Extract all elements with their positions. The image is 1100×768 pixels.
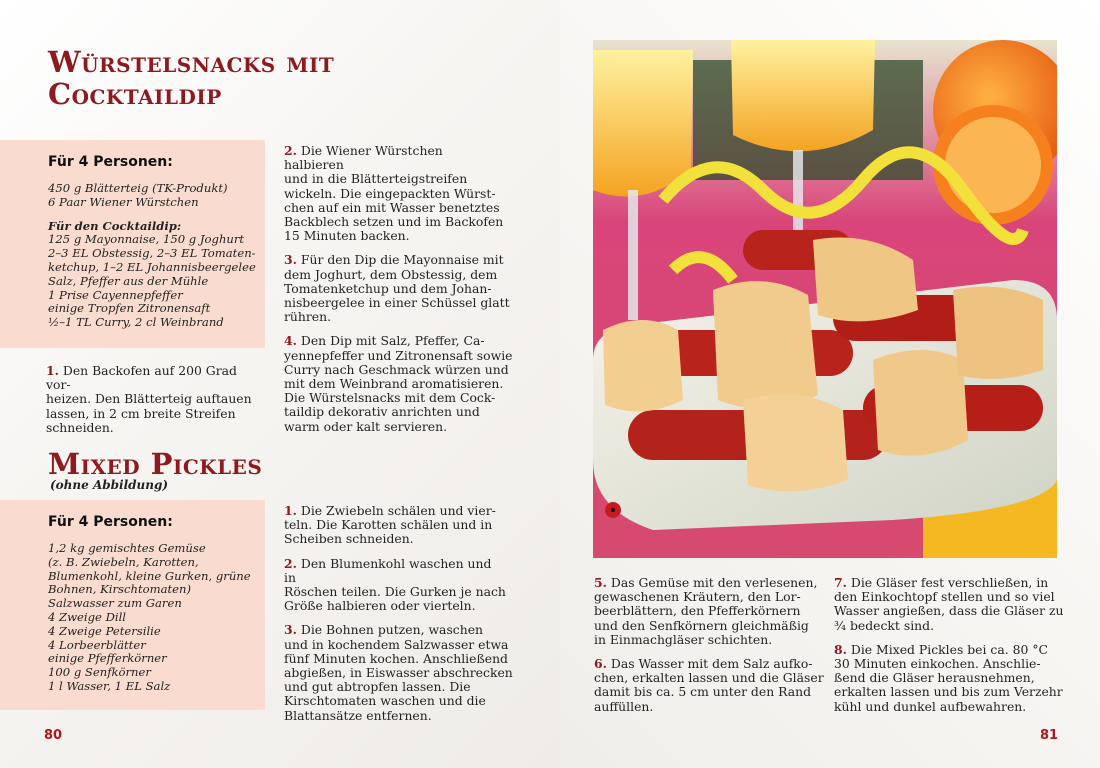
ingredient-line: 100 g Senfkörner bbox=[48, 665, 151, 680]
dip-heading: Für den Cocktaildip: bbox=[48, 218, 182, 233]
recipe1-title-line1: Würstelsnacks mit bbox=[48, 45, 335, 79]
ingredient-line: 4 Lorbeerblätter bbox=[48, 637, 146, 652]
step-text-line: und gut abtropfen lassen. Die bbox=[284, 679, 471, 695]
recipe1-step-2 bbox=[284, 144, 504, 243]
step-number: 2. bbox=[284, 555, 297, 571]
recipe1-title bbox=[48, 46, 408, 110]
recipe2-ingredients-box bbox=[0, 500, 265, 710]
food-photo bbox=[593, 40, 1057, 558]
step-text-line: lassen, in 2 cm breite Streifen bbox=[46, 405, 236, 421]
step-text-line: Die Würstelsnacks mit dem Cock- bbox=[284, 390, 496, 406]
page-number-right: 81 bbox=[1040, 728, 1059, 743]
ingredient-line: ½–1 TL Curry, 2 cl Weinbrand bbox=[48, 315, 224, 330]
step-text-line: Wasser angießen, dass die Gläser zu bbox=[834, 603, 1064, 619]
step-text-line: wickeln. Die eingepackten Würst- bbox=[284, 185, 496, 201]
step-number: 2. bbox=[284, 143, 297, 158]
recipe2-step-3 bbox=[284, 622, 513, 723]
step-text-line: damit bis ca. 5 cm unter den Rand bbox=[594, 684, 812, 700]
step-text-line: und in kochendem Salzwasser etwa bbox=[284, 636, 509, 652]
recipe2-steps-col-c bbox=[834, 575, 1064, 724]
recipe2-step-5 bbox=[594, 576, 819, 647]
step-text-line: schneiden. bbox=[46, 419, 114, 435]
ingredient-line: 4 Zweige Petersilie bbox=[48, 623, 161, 638]
ingredient-line: 1,2 kg gemischtes Gemüse bbox=[48, 541, 206, 555]
step-text-line: Das Wasser mit dem Salz aufko- bbox=[610, 656, 813, 672]
step-text-line: Die Zwiebeln schälen und vier- bbox=[300, 503, 496, 518]
recipe1-step-3 bbox=[284, 252, 510, 325]
step-text-line: und den Senfkörnern gleichmäßig bbox=[594, 617, 809, 633]
recipe2-step-1 bbox=[284, 504, 504, 547]
recipe2-title: Mixed Pickles bbox=[48, 447, 263, 481]
step-text-line: rühren. bbox=[284, 309, 332, 325]
step-text-line: taildip dekorativ anrichten und bbox=[284, 404, 480, 420]
recipe2-servings: Für 4 Personen: bbox=[48, 514, 173, 530]
ingredient-line: Salz, Pfeffer aus der Mühle bbox=[48, 273, 209, 288]
step-text-line: Die Wiener Würstchen halbieren bbox=[284, 143, 443, 173]
step-text-line: dem Joghurt, dem Obstessig, dem bbox=[284, 266, 498, 282]
step-text-line: nisbeergelee in einer Schüssel glatt bbox=[284, 295, 510, 311]
step-text-line: mit dem Weinbrand aromatisieren. bbox=[284, 376, 504, 392]
step-text-line: Die Mixed Pickles bei ca. 80 °C bbox=[850, 641, 1048, 657]
step-text-line: erkalten lassen und bis zum Verzehr bbox=[834, 684, 1063, 700]
step-text-line: und in die Blätterteigstreifen bbox=[284, 171, 468, 187]
step-number: 7. bbox=[834, 575, 847, 590]
ingredient-line: ketchup, 1–2 EL Johannisbeergelee bbox=[48, 259, 256, 274]
ingredient-line: 1 l Wasser, 1 EL Salz bbox=[48, 678, 171, 693]
step-text-line: in Einmachgläser schichten. bbox=[594, 631, 773, 647]
step-text-line: 15 Minuten backen. bbox=[284, 228, 410, 244]
step-text-line: Tomatenketchup und dem Johan- bbox=[284, 280, 492, 296]
step-text-line: chen auf ein mit Wasser benetztes bbox=[284, 199, 500, 215]
step-text-line: abgießen, in Eiswasser abschrecken bbox=[284, 665, 513, 681]
step-text-line: 30 Minuten einkochen. Anschlie- bbox=[834, 656, 1041, 672]
ingredient-line: Blumenkohl, kleine Gurken, grüne bbox=[48, 568, 251, 583]
step-text-line: yennepfeffer und Zitronensaft sowie bbox=[284, 347, 513, 363]
step-text-line: Den Blumenkohl waschen und in bbox=[284, 555, 492, 585]
step-text-line: Blattansätze entfernen. bbox=[284, 707, 432, 723]
page-number-left: 80 bbox=[44, 728, 63, 743]
step-text-line: heizen. Den Blätterteig auftauen bbox=[46, 391, 252, 407]
step-text-line: Die Gläser fest verschließen, in bbox=[850, 575, 1049, 590]
ingredient-line: 1 Prise Cayennepfeffer bbox=[48, 287, 183, 302]
ingredient-line: 450 g Blätterteig (TK-Produkt) bbox=[48, 181, 228, 195]
recipe1-step-1 bbox=[46, 364, 261, 435]
recipe1-ingredients-box bbox=[0, 140, 265, 348]
step-text-line: beerblättern, den Pfefferkörnern bbox=[594, 603, 801, 619]
step-text-line: Röschen teilen. Die Gurken je nach bbox=[284, 584, 506, 600]
ingredient-line: einige Pfefferkörner bbox=[48, 651, 167, 666]
ingredient-line: 2–3 EL Obstessig, 2–3 EL Tomaten- bbox=[48, 246, 256, 261]
recipe2-step-7 bbox=[834, 575, 1064, 633]
ingredient-line: einige Tropfen Zitronensaft bbox=[48, 301, 211, 316]
step-text-line: ¾ bedeckt sind. bbox=[834, 617, 935, 633]
recipe2-steps-col-a bbox=[284, 503, 513, 733]
step-text-line: chen, erkalten lassen und die Gläser bbox=[594, 670, 824, 686]
step-text-line: Den Dip mit Salz, Pfeffer, Ca- bbox=[300, 333, 485, 349]
step-text-line: Backblech setzen und im Backofen bbox=[284, 214, 504, 230]
step-text-line: gewaschenen Kräutern, den Lor- bbox=[594, 589, 801, 605]
step-text-line: Für den Dip die Mayonnaise mit bbox=[300, 252, 504, 268]
recipe2-steps-col-b bbox=[594, 575, 824, 724]
step-number: 1. bbox=[284, 503, 297, 518]
step-text-line: Die Bohnen putzen, waschen bbox=[300, 622, 484, 638]
recipe1-title-line2: Cocktaildip bbox=[48, 77, 222, 111]
ingredient-line: (z. B. Zwiebeln, Karotten, bbox=[48, 554, 199, 569]
step-number: 1. bbox=[46, 363, 59, 378]
recipe1-servings: Für 4 Personen: bbox=[48, 154, 173, 170]
step-text-line: kühl und dunkel aufbewahren. bbox=[834, 698, 1027, 714]
recipe2-step-6 bbox=[594, 656, 824, 714]
step-number: 6. bbox=[594, 656, 607, 672]
step-number: 4. bbox=[284, 333, 297, 349]
recipe1-steps-col-a bbox=[46, 364, 261, 445]
step-number: 3. bbox=[284, 252, 297, 268]
step-text-line: warm oder kalt servieren. bbox=[284, 418, 448, 434]
recipe2-step-8 bbox=[834, 641, 1063, 714]
step-number: 3. bbox=[284, 622, 297, 638]
ingredient-line: Salzwasser zum Garen bbox=[48, 596, 182, 611]
ingredient-line: 4 Zweige Dill bbox=[48, 609, 126, 624]
recipe2-step-2 bbox=[284, 557, 504, 614]
step-text-line: teln. Die Karotten schälen und in bbox=[284, 517, 493, 533]
step-text-line: Scheiben schneiden. bbox=[284, 531, 414, 547]
step-text-line: Größe halbieren oder vierteln. bbox=[284, 598, 476, 614]
ingredient-line: 125 g Mayonnaise, 150 g Joghurt bbox=[48, 232, 245, 247]
step-text-line: Den Backofen auf 200 Grad vor- bbox=[46, 363, 237, 393]
food-photo-illustration bbox=[593, 40, 1057, 558]
step-text-line: ßend die Gläser herausnehmen, bbox=[834, 670, 1035, 686]
ingredient-line: Bohnen, Kirschtomaten) bbox=[48, 582, 192, 597]
recipe1-steps-col-b bbox=[284, 143, 513, 444]
step-text-line: Curry nach Geschmack würzen und bbox=[284, 361, 509, 377]
step-text-line: Kirschtomaten waschen und die bbox=[284, 693, 486, 709]
recipe1-step-4 bbox=[284, 333, 513, 434]
ingredient-line: 6 Paar Wiener Würstchen bbox=[48, 194, 199, 209]
step-text-line: fünf Minuten kochen. Anschließend bbox=[284, 650, 508, 666]
step-text-line: Das Gemüse mit den verlesenen, bbox=[610, 575, 818, 590]
step-text-line: auffüllen. bbox=[594, 698, 654, 714]
step-number: 8. bbox=[834, 641, 847, 657]
step-number: 5. bbox=[594, 575, 607, 590]
recipe2-subtitle: (ohne Abbildung) bbox=[50, 478, 169, 492]
step-text-line: den Einkochtopf stellen und so viel bbox=[834, 589, 1055, 605]
